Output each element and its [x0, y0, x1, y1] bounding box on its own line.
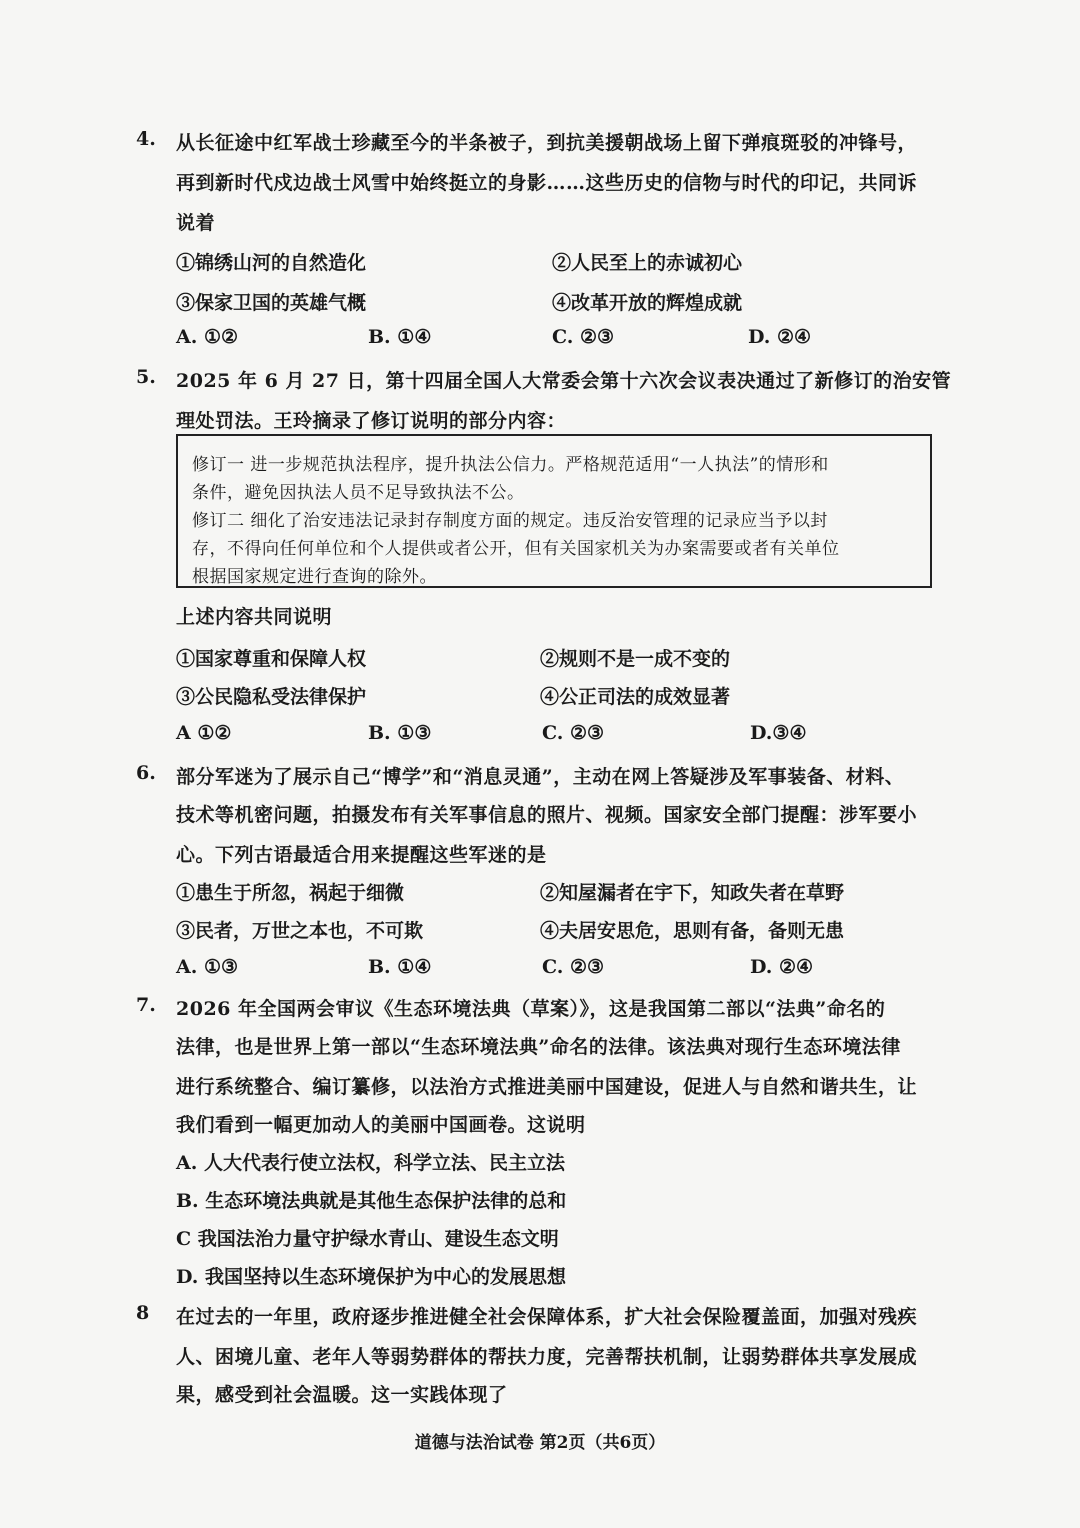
excerpt-line: 根据国家规定进行查询的除外。	[192, 567, 437, 587]
question-text-line: 技术等机密问题，拍摄发布有关军事信息的照片、视频。国家安全部门提醒：涉军要小	[176, 804, 918, 826]
question-number: 8	[136, 1302, 150, 1324]
answer-choice: B. ①④	[368, 326, 432, 348]
answer-choice: A. ①③	[176, 956, 239, 978]
answer-choice: C. ②③	[552, 326, 615, 348]
answer-choice: D. ②④	[750, 956, 814, 978]
statement-item: ②知屋漏者在宇下，知政失者在草野	[540, 882, 845, 904]
statement-item: ④夫居安思危，思则有备，备则无患	[540, 920, 845, 942]
answer-choice: D. 我国坚持以生态环境保护为中心的发展思想	[176, 1266, 567, 1288]
statement-item: ③保家卫国的英雄气概	[176, 292, 367, 314]
question-text-line: 从长征途中红军战士珍藏至今的半条被子，到抗美援朝战场上留下弹痕斑驳的冲锋号，	[176, 132, 918, 154]
statement-item: ③民者，万世之本也，不可欺	[176, 920, 424, 942]
statement-item: ③公民隐私受法律保护	[176, 686, 367, 708]
question-text-line: 上述内容共同说明	[176, 606, 333, 628]
question-text-line: 心。下列古语最适合用来提醒这些军迷的是	[176, 844, 547, 866]
revision-excerpt-box	[176, 434, 932, 588]
question-text-line: 进行系统整合、编订纂修，以法治方式推进美丽中国建设，促进人与自然和谐共生，让	[176, 1076, 918, 1098]
question-text-line: 在过去的一年里，政府逐步推进健全社会保障体系，扩大社会保险覆盖面，加强对残疾	[176, 1306, 918, 1328]
statement-item: ④改革开放的辉煌成就	[552, 292, 743, 314]
excerpt-line: 存，不得向任何单位和个人提供或者公开，但有关国家机关为办案需要或者有关单位	[192, 539, 840, 559]
question-text-line: 说着	[176, 212, 216, 234]
answer-choice: A ①②	[176, 722, 232, 744]
statement-item: ②人民至上的赤诚初心	[552, 252, 743, 274]
question-text-line: 部分军迷为了展示自己“博学”和“消息灵通”，主动在网上答疑涉及军事装备、材料、	[176, 766, 905, 788]
answer-choice: D. ②④	[748, 326, 812, 348]
statement-item: ①国家尊重和保障人权	[176, 648, 367, 670]
answer-choice: D.③④	[750, 722, 807, 744]
question-text-line: 人、困境儿童、老年人等弱势群体的帮扶力度，完善帮扶机制，让弱势群体共享发展成	[176, 1346, 918, 1368]
statement-item: ①患生于所忽，祸起于细微	[176, 882, 405, 904]
question-text-line: 理处罚法。王玲摘录了修订说明的部分内容：	[176, 410, 567, 432]
question-text-line: 再到新时代戍边战士风雪中始终挺立的身影……这些历史的信物与时代的印记，共同诉	[176, 172, 918, 194]
question-text-line: 果，感受到社会温暖。这一实践体现了	[176, 1384, 508, 1406]
answer-choice: A. 人大代表行使立法权，科学立法、民主立法	[176, 1152, 565, 1174]
question-number: 6.	[136, 762, 156, 784]
question-text-line: 我们看到一幅更加动人的美丽中国画卷。这说明	[176, 1114, 586, 1136]
excerpt-line: 修订二 细化了治安违法记录封存制度方面的规定。违反治安管理的记录应当予以封	[192, 511, 828, 531]
page-footer: 道德与法治试卷 第2页（共6页）	[414, 1433, 666, 1453]
statement-item: ①锦绣山河的自然造化	[176, 252, 367, 274]
excerpt-line: 修订一 进一步规范执法程序，提升执法公信力。严格规范适用“一人执法”的情形和	[192, 455, 829, 475]
question-text-line: 2026 年全国两会审议《生态环境法典（草案）》，这是我国第二部以“法典”命名的	[176, 998, 886, 1020]
answer-choice: A. ①②	[176, 326, 239, 348]
answer-choice: C. ②③	[542, 956, 605, 978]
statement-item: ④公正司法的成效显著	[540, 686, 731, 708]
answer-choice: C 我国法治力量守护绿水青山、建设生态文明	[176, 1228, 559, 1250]
question-number: 5.	[136, 366, 156, 388]
statement-item: ②规则不是一成不变的	[540, 648, 731, 670]
question-number: 4.	[136, 128, 156, 150]
answer-choice: C. ②③	[542, 722, 605, 744]
answer-choice: B. ①④	[368, 956, 432, 978]
question-text-line: 法律，也是世界上第一部以“生态环境法典”命名的法律。该法典对现行生态环境法律	[176, 1036, 901, 1058]
question-text-line: 2025 年 6 月 27 日，第十四届全国人大常委会第十六次会议表决通过了新修订的治安管	[176, 370, 952, 392]
excerpt-line: 条件，避免因执法人员不足导致执法不公。	[192, 483, 525, 503]
answer-choice: B. ①③	[368, 722, 432, 744]
question-number: 7.	[136, 994, 156, 1016]
answer-choice: B. 生态环境法典就是其他生态保护法律的总和	[176, 1190, 567, 1212]
